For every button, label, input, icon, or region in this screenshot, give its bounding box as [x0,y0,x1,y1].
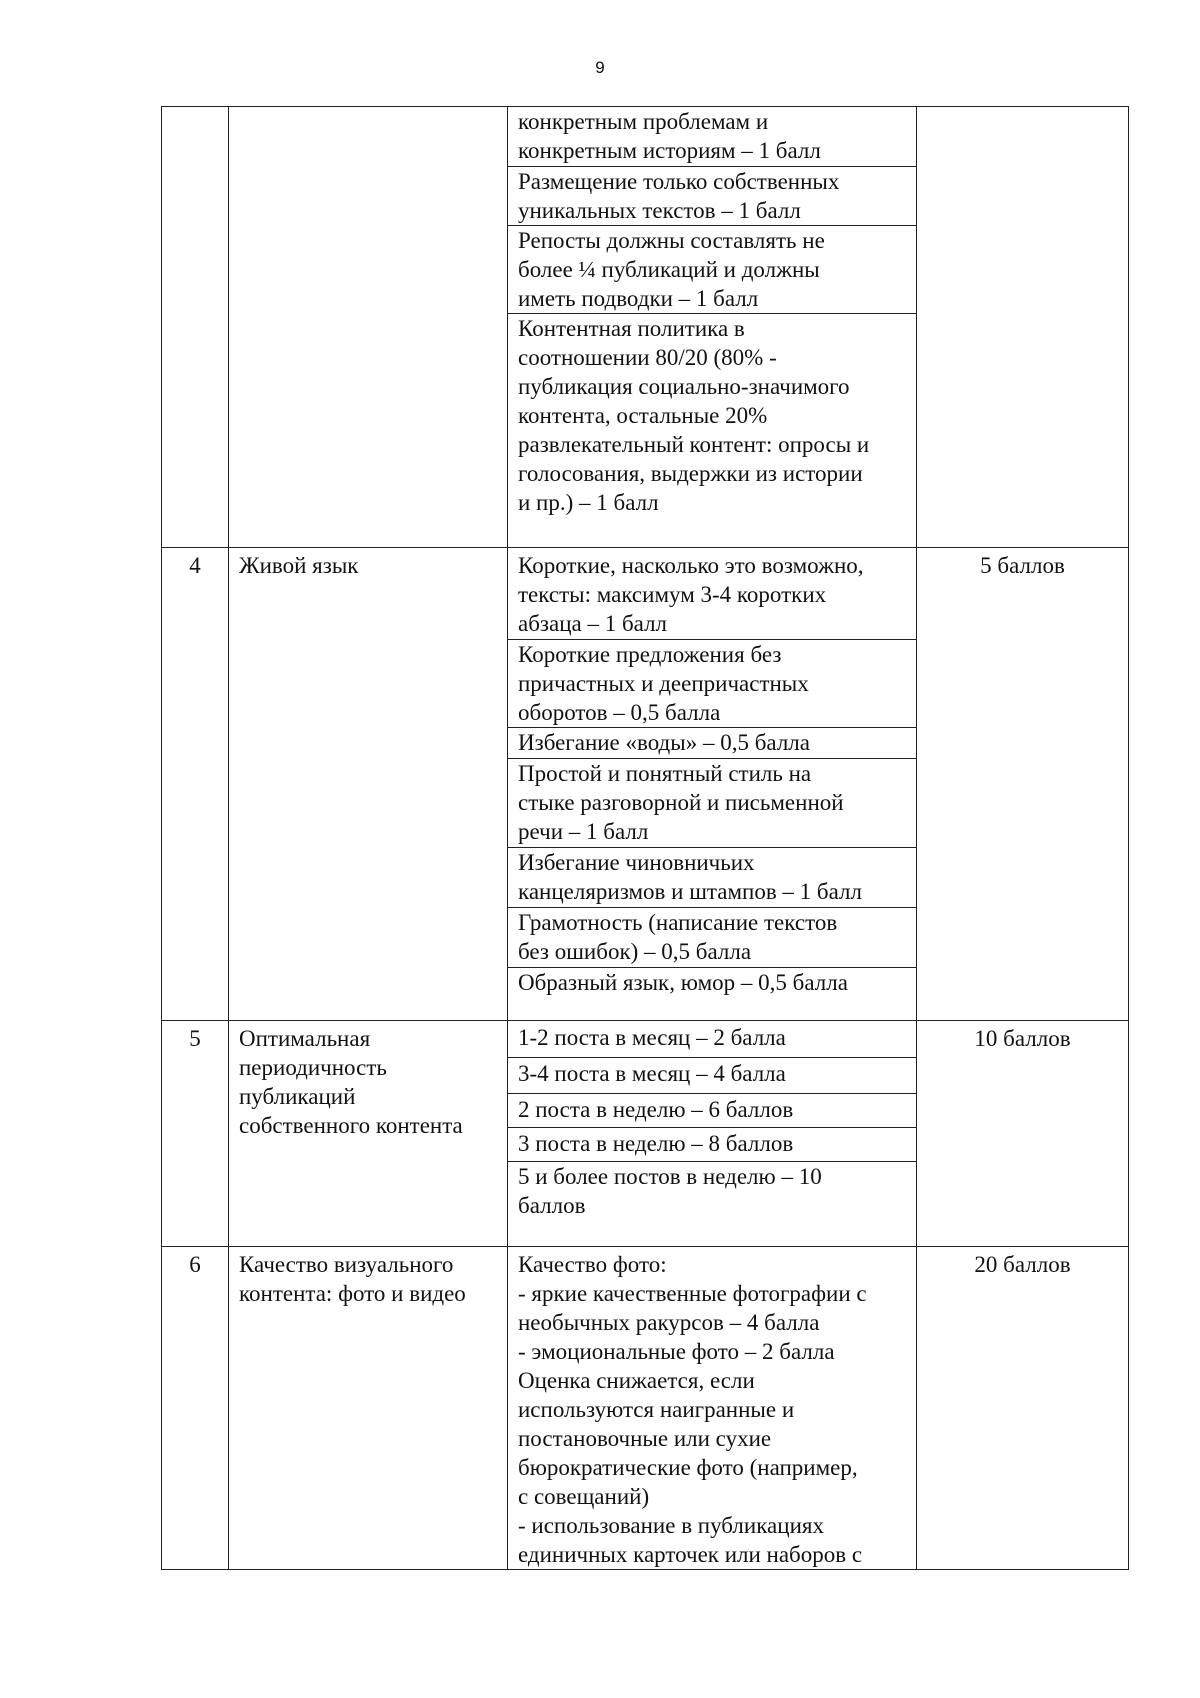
criterion-score: 20 баллов [917,1247,1129,1570]
detail-item: Короткие, насколько это возможно, тексты: максимум 3-4 коротких абзаца – 1 балл [508,548,916,640]
detail-item: 3-4 поста в месяц – 4 балла [508,1058,916,1094]
detail-item: Избегание чиновничьих канцеляризмов и штампов – 1 балл [508,848,916,908]
criteria-table [161,106,1129,1570]
detail-item: Избегание «воды» – 0,5 балла [508,728,916,759]
detail-item: 5 и более постов в неделю – 10 баллов [518,1164,822,1218]
table-row [162,1021,1129,1247]
detail-item: Качество фото: - яркие качественные фотографии с необычных ракурсов – 4 балла - эмоциональные фото – 2 балла Оценка снижается, если используются наигранные и постановочные или сухие бюрократические фото (например, с совещаний) - использование в публикациях единичных карточек или наборов с [518,1252,867,1567]
detail-item: 2 поста в неделю – 6 баллов [508,1094,916,1128]
detail-item: Контентная политика в соотношении 80/20 (80% - публикация социально-значимого контента, остальные 20% развлекательный контент: опросы и голосования, выдержки из истории и пр.) – 1 балл [518,316,870,515]
detail-item: 3 поста в неделю – 8 баллов [508,1128,916,1162]
detail-item: 1-2 поста в месяц – 2 балла [508,1021,916,1058]
table-row [162,107,1129,548]
criterion-details [508,1021,917,1247]
detail-item: Размещение только собственных уникальных текстов – 1 балл [508,167,916,226]
detail-item: Грамотность (написание текстов без ошибок) – 0,5 балла [508,908,916,968]
table-row [162,1247,1129,1570]
criterion-details [508,1247,917,1570]
row-number: 5 [162,1021,229,1247]
detail-item: Короткие предложения без причастных и деепричастных оборотов – 0,5 балла [508,640,916,728]
row-number [162,107,229,548]
detail-item: Репосты должны составлять не более ¼ публикаций и должны иметь подводки – 1 балл [508,226,916,314]
row-number: 6 [162,1247,229,1570]
criterion-score [917,107,1129,548]
criterion-details [508,548,917,1021]
criterion-name: Оптимальная периодичность публикаций собственного контента [229,1021,508,1247]
criterion-score: 5 баллов [917,548,1129,1021]
criterion-name [229,107,508,548]
criterion-details [508,107,917,548]
criterion-name: Живой язык [229,548,508,1021]
criterion-score: 10 баллов [917,1021,1129,1247]
detail-item: Образный язык, юмор – 0,5 балла [518,970,848,995]
table-row [162,548,1129,1021]
detail-item: Простой и понятный стиль на стыке разговорной и письменной речи – 1 балл [508,759,916,848]
row-number: 4 [162,548,229,1021]
page-number: 9 [595,58,605,77]
detail-item: конкретным проблемам и конкретным историям – 1 балл [508,107,916,167]
criterion-name: Качество визуального контента: фото и видео [229,1247,508,1570]
